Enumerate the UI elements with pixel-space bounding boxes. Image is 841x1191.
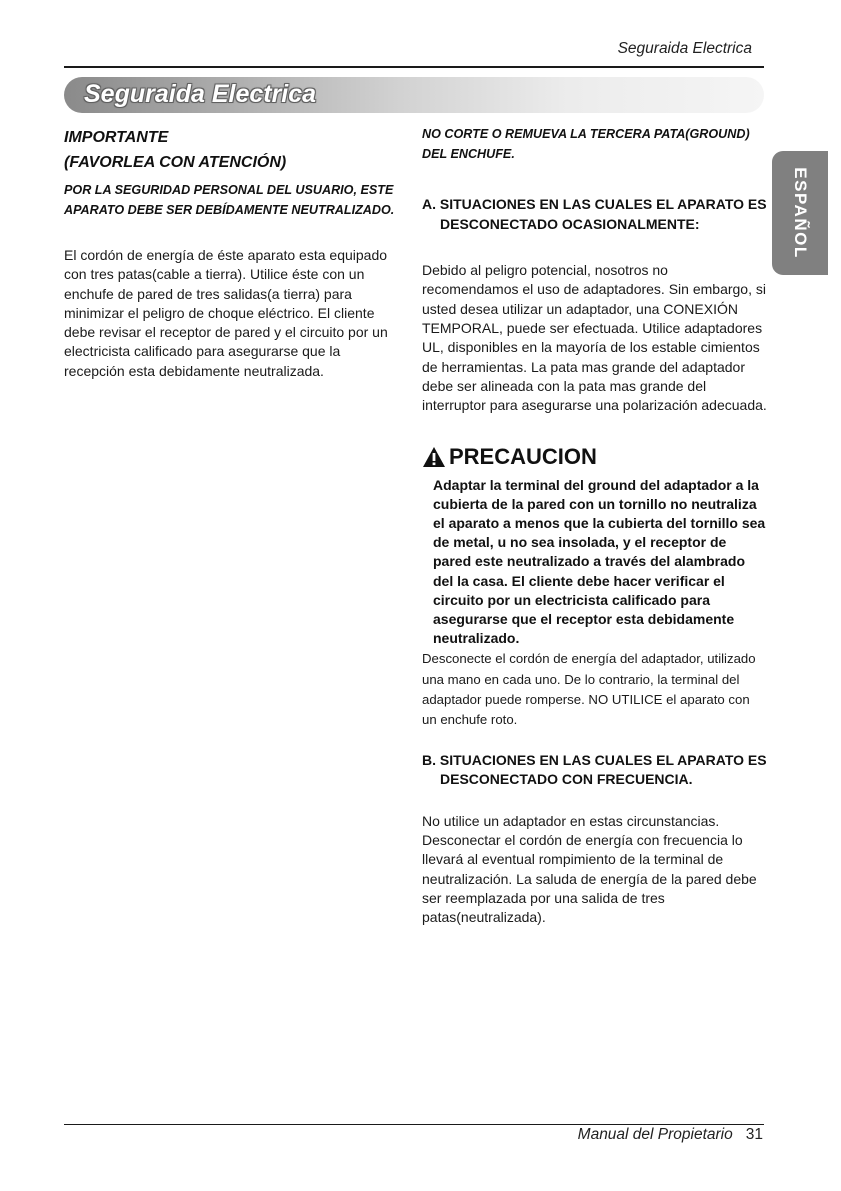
precaucion-title: PRECAUCION — [449, 443, 597, 469]
precaucion-note: Desconecte el cordón de energía del adaptador, utilizado una mano en cada uno. De lo contrario, la terminal del adaptador puede romperse. NO UTILICE el aparato con un enchufe roto. — [422, 651, 756, 728]
important-heading: IMPORTANTE — [64, 129, 169, 146]
section-b-paragraph: No utilice un adaptador en estas circunstancias. Desconectar el cordón de energía con frecuencia lo llevará al eventual rompimiento de la terminal de neutralización. La saluda de energía de la pared debe ser reemplazada por una salida de tres patas(neutralizada). — [422, 812, 757, 926]
precaucion-heading — [422, 442, 767, 472]
page-footer — [578, 1126, 763, 1144]
safety-warning: POR LA SEGURIDAD PERSONAL DEL USUARIO, ESTE APARATO DEBE SER DEBÍDAMENTE NEUTRALIZADO. — [64, 183, 395, 217]
footer-rule — [64, 1124, 764, 1125]
section-b-heading: B. SITUACIONES EN LAS CUALES EL APARATO ES DESCONECTADO CON FRECUENCIA. — [422, 751, 767, 788]
left-column — [64, 125, 400, 381]
section-a-heading: A. SITUACIONES EN LAS CUALES EL APARATO ES DESCONECTADO OCASIONALMENTE: — [422, 196, 767, 232]
header-rule — [64, 66, 764, 68]
language-tab-label: ESPAÑOL — [791, 167, 810, 259]
language-tab — [772, 151, 828, 275]
manual-label: Manual del Propietario — [577, 1126, 733, 1143]
running-header: Seguraida Electrica — [617, 40, 752, 57]
ground-pin-warning: NO CORTE O REMUEVA LA TERCERA PATA(GROUND) DEL ENCHUFE. — [422, 127, 750, 161]
page-number: 31 — [745, 1126, 763, 1143]
important-subheading: (FAVORLEA CON ATENCIÓN) — [64, 154, 287, 171]
warning-triangle-icon — [422, 446, 446, 468]
right-column — [422, 125, 767, 928]
title-banner — [64, 77, 764, 113]
section-a-paragraph: Debido al peligro potencial, nosotros no recomendamos el uso de adaptadores. Sin embargo, si usted desea utilizar un adaptador, una CONEXIÓN TEMPORAL, puede ser efectuada. Utilice adaptadores UL, disponibles en la mayoría de los estable cimientos de herramientas. La pata mas grande del adaptador debe ser alineada con la pata mas grande del interruptor para asegurarse una polarización adecuada. — [422, 262, 767, 414]
precaucion-text: Adaptar la terminal del ground del adaptador a la cubierta de la pared con un tornillo no neutraliza el aparato a menos que la cubierta del tornillo sea de metal, u no sea insolada, y el receptor de pared este neutralizado a través del alambrado del la casa. El cliente debe hacer verificar el circuito por un electricista calificado para asegurarse que el receptor esta debidamente neutralizado. — [433, 476, 766, 647]
page-title: Seguraida Electrica — [84, 80, 317, 108]
grounding-paragraph: El cordón de energía de éste aparato esta equipado con tres patas(cable a tierra). Utilice éste con un enchufe de pared de tres salidas(a tierra) para minimizar el peligro de choque eléctrico. El cliente debe revisar el receptor de pared y el circuito por un electricista calificado para asegurarse que la recepción esta debidamente neutralizada. — [64, 247, 388, 379]
